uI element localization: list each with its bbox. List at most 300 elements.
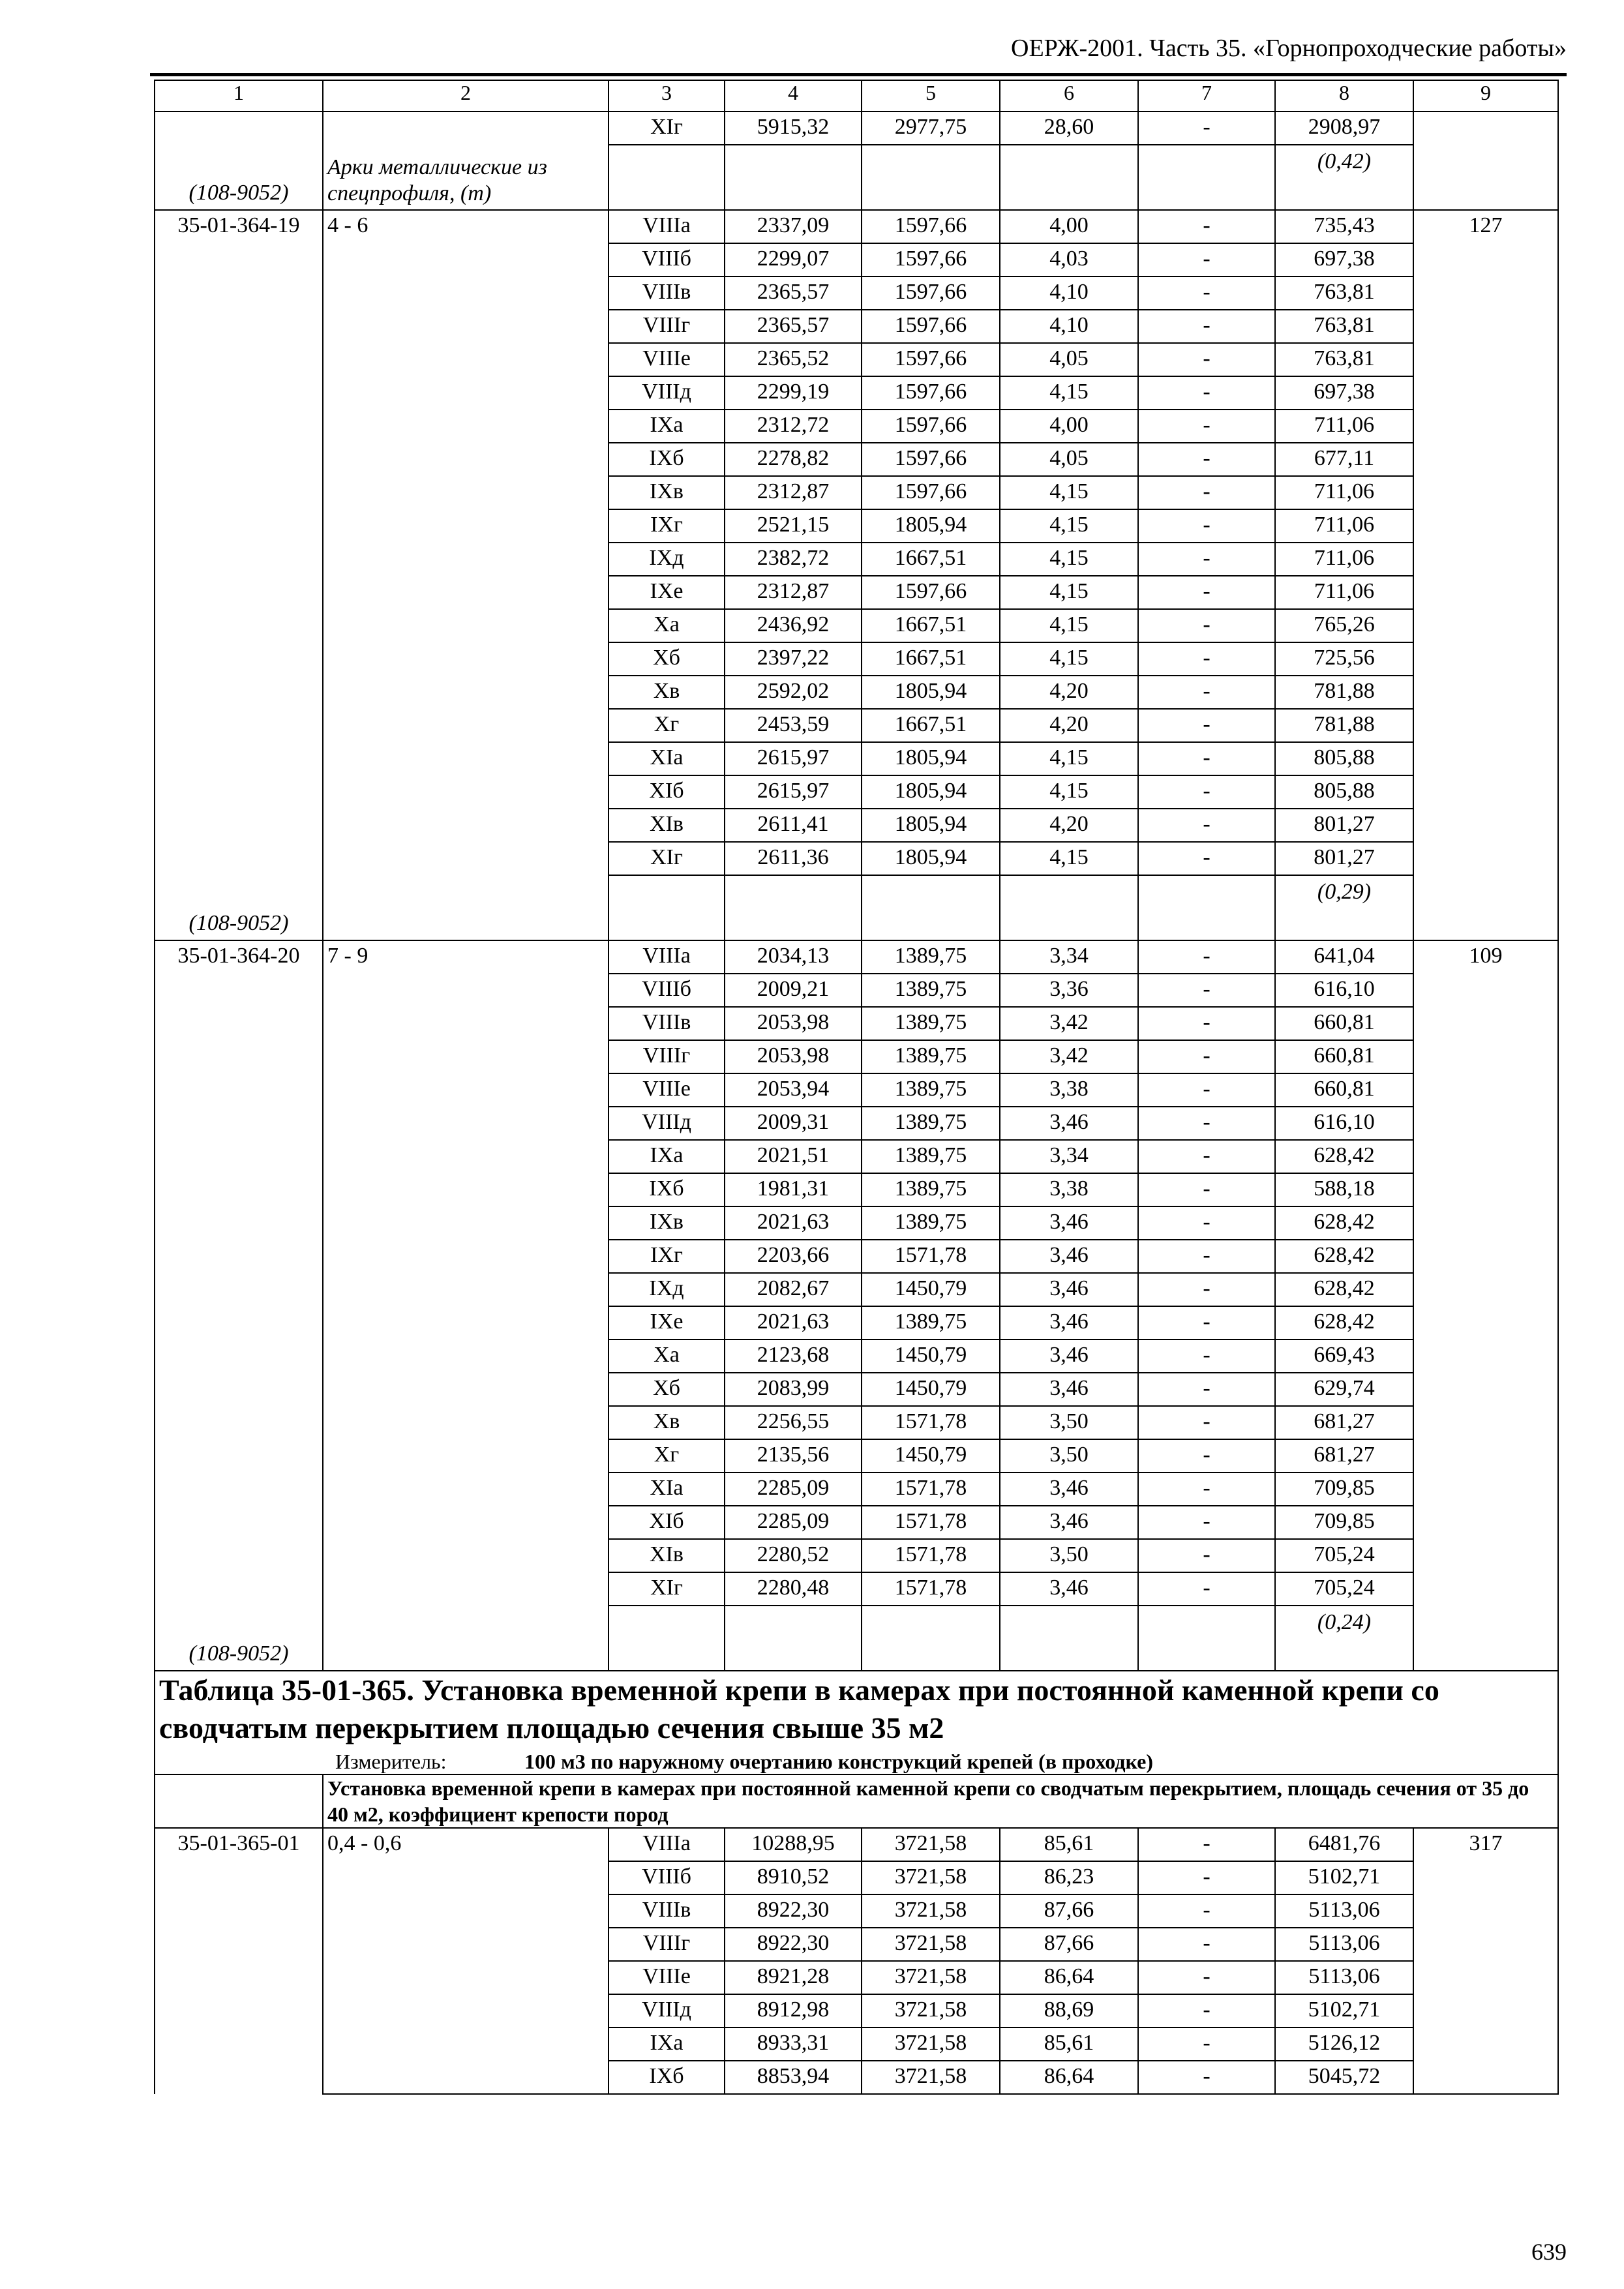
cost-value: 3,50 xyxy=(1000,1439,1138,1473)
cost-value: 3,46 xyxy=(1000,1473,1138,1506)
norm-code: 35-01-365-01 xyxy=(155,1828,323,2094)
table-row xyxy=(155,1828,1558,1861)
cost-value: 2397,22 xyxy=(725,642,862,676)
cost-value: - xyxy=(1138,809,1275,842)
cost-value: 2280,52 xyxy=(725,1539,862,1572)
cost-value: 5113,06 xyxy=(1275,1894,1413,1928)
cost-value: 3721,58 xyxy=(862,1961,1000,1994)
cost-value: 3721,58 xyxy=(862,2061,1000,2094)
rock-group: IXе xyxy=(609,1306,725,1339)
rock-group: Xб xyxy=(609,1373,725,1406)
resource-value xyxy=(1275,145,1413,210)
empty-cell xyxy=(1000,1606,1138,1671)
cost-value: - xyxy=(1138,940,1275,974)
cost-value: 628,42 xyxy=(1275,1140,1413,1173)
column-number: 6 xyxy=(1000,80,1138,112)
empty-cell xyxy=(862,1606,1000,1671)
cost-value: 2285,09 xyxy=(725,1506,862,1539)
cost-value: 1389,75 xyxy=(862,1140,1000,1173)
cost-value: 616,10 xyxy=(1275,1107,1413,1140)
norm-parameter-cell xyxy=(323,112,609,210)
cost-value: 1450,79 xyxy=(862,1339,1000,1373)
cost-value: 2312,87 xyxy=(725,476,862,509)
cost-value: 1597,66 xyxy=(862,476,1000,509)
cost-value: 616,10 xyxy=(1275,974,1413,1007)
cost-value: 711,06 xyxy=(1275,410,1413,443)
cost-value: 735,43 xyxy=(1275,210,1413,243)
cost-value: 5102,71 xyxy=(1275,1861,1413,1894)
rock-group: VIIIв xyxy=(609,1007,725,1040)
cost-value: 3,42 xyxy=(1000,1040,1138,1073)
rock-group: VIIIа xyxy=(609,210,725,243)
cost-value: 8853,94 xyxy=(725,2061,862,2094)
cost-value: - xyxy=(1138,1273,1275,1306)
cost-value: - xyxy=(1138,1894,1275,1928)
rock-group: IXв xyxy=(609,476,725,509)
rock-group: VIIIе xyxy=(609,1961,725,1994)
cost-value: 1571,78 xyxy=(862,1506,1000,1539)
labor-cost: 317 xyxy=(1413,1828,1558,2094)
table-row xyxy=(155,210,1558,243)
cost-value: - xyxy=(1138,2061,1275,2094)
cost-value: 85,61 xyxy=(1000,1828,1138,1861)
cost-value: 2278,82 xyxy=(725,443,862,476)
cost-value: 805,88 xyxy=(1275,742,1413,775)
cost-value: - xyxy=(1138,1073,1275,1107)
norm-parameter: 0,4 - 0,6 xyxy=(323,1828,609,2094)
cost-value: 1805,94 xyxy=(862,509,1000,543)
cost-value: 2908,97 xyxy=(1275,112,1413,145)
cost-value: 3,38 xyxy=(1000,1073,1138,1107)
cost-value: 2977,75 xyxy=(862,112,1000,145)
cost-value: 86,64 xyxy=(1000,2061,1138,2094)
cost-value: 4,05 xyxy=(1000,443,1138,476)
section-title: Установка временной крепи в камерах при постоянной каменной крепи со сводчатым перекрытием, площадь сечения от 35 до 40 м2, коэффициент крепости пород xyxy=(323,1774,1558,1828)
cost-value: 3,46 xyxy=(1000,1273,1138,1306)
column-number: 3 xyxy=(609,80,725,112)
cost-value: - xyxy=(1138,1373,1275,1406)
cost-value: 3,50 xyxy=(1000,1406,1138,1439)
cost-value: 628,42 xyxy=(1275,1240,1413,1273)
rock-group: XIг xyxy=(609,842,725,875)
rock-group: VIIIб xyxy=(609,243,725,277)
cost-value: 660,81 xyxy=(1275,1040,1413,1073)
empty-cell xyxy=(1000,875,1138,940)
cost-value: - xyxy=(1138,1406,1275,1439)
cost-value: - xyxy=(1138,1140,1275,1173)
cost-value: 4,15 xyxy=(1000,576,1138,609)
cost-value: - xyxy=(1138,775,1275,809)
rock-group: VIIIа xyxy=(609,1828,725,1861)
cost-value: 1667,51 xyxy=(862,642,1000,676)
cost-value: 2365,57 xyxy=(725,277,862,310)
cost-value: 2299,19 xyxy=(725,376,862,410)
cost-value: 1571,78 xyxy=(862,1539,1000,1572)
cost-value: 1571,78 xyxy=(862,1406,1000,1439)
rock-group: IXа xyxy=(609,1140,725,1173)
cost-value: 1389,75 xyxy=(862,940,1000,974)
cost-value: 5915,32 xyxy=(725,112,862,145)
rock-group: XIв xyxy=(609,809,725,842)
rock-group: IXг xyxy=(609,1240,725,1273)
resource-value-text: (0,29) xyxy=(1317,880,1372,904)
cost-value: 2521,15 xyxy=(725,509,862,543)
cost-value: 4,15 xyxy=(1000,476,1138,509)
cost-value: 3721,58 xyxy=(862,2027,1000,2061)
cost-value: 2280,48 xyxy=(725,1572,862,1606)
cost-value: 2365,52 xyxy=(725,343,862,376)
cost-value: 805,88 xyxy=(1275,775,1413,809)
cost-value: - xyxy=(1138,1439,1275,1473)
cost-value: 8922,30 xyxy=(725,1894,862,1928)
cost-value: 3,46 xyxy=(1000,1206,1138,1240)
cost-value: 5113,06 xyxy=(1275,1961,1413,1994)
cost-value: - xyxy=(1138,1473,1275,1506)
cost-value: 2382,72 xyxy=(725,543,862,576)
rock-group: XIб xyxy=(609,775,725,809)
cost-value: 1597,66 xyxy=(862,277,1000,310)
rock-group: Xг xyxy=(609,709,725,742)
empty-cell xyxy=(862,145,1000,210)
cost-value: 3,34 xyxy=(1000,1140,1138,1173)
cost-value: 1597,66 xyxy=(862,376,1000,410)
cost-value: - xyxy=(1138,842,1275,875)
cost-value: 2083,99 xyxy=(725,1373,862,1406)
resource-code: (108-9052) xyxy=(155,145,323,210)
cost-value: 1597,66 xyxy=(862,310,1000,343)
labor-cost: 109 xyxy=(1413,940,1558,1671)
cost-value: 1805,94 xyxy=(862,775,1000,809)
cost-value: 1597,66 xyxy=(862,243,1000,277)
cost-value: 2021,63 xyxy=(725,1306,862,1339)
cost-value: 5126,12 xyxy=(1275,2027,1413,2061)
table-title: Таблица 35-01-365. Установка временной крепи в камерах при постоянной каменной крепи со сводчатым перекрытием площадью сечения свыше 35 м2 xyxy=(159,1673,1439,1744)
rock-group: XIг xyxy=(609,112,725,145)
cost-value: 2256,55 xyxy=(725,1406,862,1439)
running-header: ОЕРЖ-2001. Часть 35. «Горнопроходческие работы» xyxy=(1011,35,1567,62)
cost-value: 2285,09 xyxy=(725,1473,862,1506)
cost-value: 4,15 xyxy=(1000,509,1138,543)
column-number: 9 xyxy=(1413,80,1558,112)
cost-value: 697,38 xyxy=(1275,376,1413,410)
meter-label: Измеритель: xyxy=(335,1750,447,1773)
cost-value: 1597,66 xyxy=(862,343,1000,376)
rock-group: Xг xyxy=(609,1439,725,1473)
cost-value: 6481,76 xyxy=(1275,1828,1413,1861)
cost-value: 2021,51 xyxy=(725,1140,862,1173)
cost-value: 2082,67 xyxy=(725,1273,862,1306)
rock-group: VIIIд xyxy=(609,1107,725,1140)
cost-value: - xyxy=(1138,1994,1275,2027)
cost-value: 3,46 xyxy=(1000,1506,1138,1539)
cost-value: 1389,75 xyxy=(862,974,1000,1007)
cost-value: 1389,75 xyxy=(862,1007,1000,1040)
rock-group: XIг xyxy=(609,1572,725,1606)
cost-value: - xyxy=(1138,310,1275,343)
cost-value: 1450,79 xyxy=(862,1373,1000,1406)
cost-value: 2436,92 xyxy=(725,609,862,642)
rock-group: VIIIа xyxy=(609,940,725,974)
cost-value: 2453,59 xyxy=(725,709,862,742)
rock-group: VIIIе xyxy=(609,343,725,376)
cost-value: 1805,94 xyxy=(862,742,1000,775)
cost-value: 1389,75 xyxy=(862,1306,1000,1339)
cost-value: 3,36 xyxy=(1000,974,1138,1007)
meter-value: 100 м3 по наружному очертанию конструкций крепей (в проходке) xyxy=(524,1750,1154,1773)
cost-value: 725,56 xyxy=(1275,642,1413,676)
cost-value: 1450,79 xyxy=(862,1439,1000,1473)
cost-value: 3721,58 xyxy=(862,1828,1000,1861)
cost-value: 1571,78 xyxy=(862,1572,1000,1606)
cost-value: 1597,66 xyxy=(862,410,1000,443)
rock-group: IXа xyxy=(609,410,725,443)
cost-value: 1571,78 xyxy=(862,1473,1000,1506)
rock-group: XIа xyxy=(609,742,725,775)
cost-value: 1667,51 xyxy=(862,543,1000,576)
cost-value: 1981,31 xyxy=(725,1173,862,1206)
cost-value: 5102,71 xyxy=(1275,1994,1413,2027)
cost-value: - xyxy=(1138,1572,1275,1606)
cost-value: 4,00 xyxy=(1000,210,1138,243)
cost-value: - xyxy=(1138,210,1275,243)
cost-value: - xyxy=(1138,2027,1275,2061)
rock-group: VIIIд xyxy=(609,376,725,410)
rock-group: XIа xyxy=(609,1473,725,1506)
cost-value: - xyxy=(1138,676,1275,709)
cost-value: 2053,98 xyxy=(725,1040,862,1073)
column-number-row xyxy=(155,80,1558,112)
cost-value: 781,88 xyxy=(1275,709,1413,742)
cost-value: 681,27 xyxy=(1275,1406,1413,1439)
column-number: 4 xyxy=(725,80,862,112)
cost-value: 2615,97 xyxy=(725,775,862,809)
cost-value: 1597,66 xyxy=(862,576,1000,609)
cost-value: 8922,30 xyxy=(725,1928,862,1961)
cost-value: 4,20 xyxy=(1000,709,1138,742)
cost-value: 8910,52 xyxy=(725,1861,862,1894)
header-rule xyxy=(150,73,1567,76)
cost-value: 711,06 xyxy=(1275,543,1413,576)
cost-value: 3,46 xyxy=(1000,1306,1138,1339)
cost-value: 765,26 xyxy=(1275,609,1413,642)
labor-cost xyxy=(1413,112,1558,210)
cost-value: 8933,31 xyxy=(725,2027,862,2061)
cost-value: 4,00 xyxy=(1000,410,1138,443)
empty-cell xyxy=(1138,875,1275,940)
cost-value: 2135,56 xyxy=(725,1439,862,1473)
cost-value: 4,10 xyxy=(1000,277,1138,310)
cost-value: 1597,66 xyxy=(862,210,1000,243)
rock-group: IXб xyxy=(609,2061,725,2094)
empty-cell xyxy=(1138,145,1275,210)
cost-value: 2312,72 xyxy=(725,410,862,443)
cost-value: 3721,58 xyxy=(862,1994,1000,2027)
cost-value: - xyxy=(1138,742,1275,775)
resource-code: (108-9052) xyxy=(155,875,323,940)
table-row xyxy=(155,112,1558,145)
cost-value: 801,27 xyxy=(1275,809,1413,842)
rock-group: VIIIв xyxy=(609,1894,725,1928)
cost-value: 28,60 xyxy=(1000,112,1138,145)
cost-value: - xyxy=(1138,1173,1275,1206)
cost-value: 5113,06 xyxy=(1275,1928,1413,1961)
empty-cell xyxy=(1138,1606,1275,1671)
rock-group: VIIIв xyxy=(609,277,725,310)
rock-group: XIв xyxy=(609,1539,725,1572)
empty-cell xyxy=(609,1606,725,1671)
meter-line xyxy=(159,1750,1554,1774)
cost-value: 3,46 xyxy=(1000,1373,1138,1406)
cost-value: 4,20 xyxy=(1000,676,1138,709)
cost-value: - xyxy=(1138,709,1275,742)
cost-value: 711,06 xyxy=(1275,576,1413,609)
rock-group: XIб xyxy=(609,1506,725,1539)
cost-value: 763,81 xyxy=(1275,310,1413,343)
cost-value: 669,43 xyxy=(1275,1339,1413,1373)
norm-code: 35-01-364-20 xyxy=(155,940,323,1606)
cost-value: 2615,97 xyxy=(725,742,862,775)
cost-value: 3,42 xyxy=(1000,1007,1138,1040)
rock-group: VIIIг xyxy=(609,1928,725,1961)
norm-parameter: 7 - 9 xyxy=(323,940,609,1671)
cost-value: 801,27 xyxy=(1275,842,1413,875)
cost-value: 87,66 xyxy=(1000,1928,1138,1961)
column-number: 8 xyxy=(1275,80,1413,112)
empty-cell xyxy=(725,145,862,210)
column-number: 7 xyxy=(1138,80,1275,112)
cost-value: - xyxy=(1138,1306,1275,1339)
cost-value: 781,88 xyxy=(1275,676,1413,709)
cost-value: 1389,75 xyxy=(862,1040,1000,1073)
rock-group: IXг xyxy=(609,509,725,543)
cost-value: - xyxy=(1138,1928,1275,1961)
cost-value: 4,15 xyxy=(1000,775,1138,809)
cost-value: 629,74 xyxy=(1275,1373,1413,1406)
empty-cell xyxy=(725,875,862,940)
cost-value: - xyxy=(1138,410,1275,443)
cost-value: 2611,41 xyxy=(725,809,862,842)
cost-value: 88,69 xyxy=(1000,1994,1138,2027)
cost-value: - xyxy=(1138,443,1275,476)
cost-value: 1667,51 xyxy=(862,709,1000,742)
column-number: 2 xyxy=(323,80,609,112)
cost-value: - xyxy=(1138,609,1275,642)
cost-value: - xyxy=(1138,1206,1275,1240)
norms-table xyxy=(154,80,1559,2095)
cost-value: 3,46 xyxy=(1000,1339,1138,1373)
rock-group: Xа xyxy=(609,609,725,642)
empty-cell xyxy=(1000,145,1138,210)
cost-value: - xyxy=(1138,576,1275,609)
rock-group: VIIIб xyxy=(609,974,725,1007)
cost-value: 705,24 xyxy=(1275,1539,1413,1572)
rock-group: IXв xyxy=(609,1206,725,1240)
cost-value: - xyxy=(1138,1107,1275,1140)
cost-value: - xyxy=(1138,509,1275,543)
cost-value: - xyxy=(1138,1861,1275,1894)
cost-value: 2123,68 xyxy=(725,1339,862,1373)
section-empty-cell xyxy=(155,1774,323,1828)
column-number: 5 xyxy=(862,80,1000,112)
cost-value: 4,20 xyxy=(1000,809,1138,842)
cost-value: 2203,66 xyxy=(725,1240,862,1273)
cost-value: - xyxy=(1138,376,1275,410)
empty-cell xyxy=(725,1606,862,1671)
norm-code: 35-01-364-19 xyxy=(155,210,323,875)
cost-value: - xyxy=(1138,642,1275,676)
cost-value: 628,42 xyxy=(1275,1306,1413,1339)
cost-value: 4,15 xyxy=(1000,842,1138,875)
cost-value: 1805,94 xyxy=(862,842,1000,875)
cost-value: 1389,75 xyxy=(862,1073,1000,1107)
cost-value: 4,03 xyxy=(1000,243,1138,277)
rock-group: VIIIд xyxy=(609,1994,725,2027)
cost-value: 2053,94 xyxy=(725,1073,862,1107)
cost-value: 4,15 xyxy=(1000,376,1138,410)
cost-value: - xyxy=(1138,1339,1275,1373)
cost-value: 2053,98 xyxy=(725,1007,862,1040)
rock-group: Xв xyxy=(609,1406,725,1439)
cost-value: 660,81 xyxy=(1275,1007,1413,1040)
resource-name: Арки металлические из спецпрофиля, (т) xyxy=(327,155,547,205)
cost-value: - xyxy=(1138,243,1275,277)
rock-group: Xв xyxy=(609,676,725,709)
rock-group: IXе xyxy=(609,576,725,609)
rock-group: VIIIе xyxy=(609,1073,725,1107)
cost-value: 711,06 xyxy=(1275,476,1413,509)
cost-value: 1450,79 xyxy=(862,1273,1000,1306)
empty-cell xyxy=(609,875,725,940)
section-row xyxy=(155,1774,1558,1828)
cost-value: 628,42 xyxy=(1275,1273,1413,1306)
cost-value: 4,10 xyxy=(1000,310,1138,343)
cost-value: 1389,75 xyxy=(862,1173,1000,1206)
cost-value: 87,66 xyxy=(1000,1894,1138,1928)
norm-code-cell xyxy=(155,112,323,145)
cost-value: - xyxy=(1138,476,1275,509)
rock-group: IXб xyxy=(609,443,725,476)
cost-value: 1597,66 xyxy=(862,443,1000,476)
cost-value: 641,04 xyxy=(1275,940,1413,974)
norm-parameter: 4 - 6 xyxy=(323,210,609,940)
cost-value: 2611,36 xyxy=(725,842,862,875)
table-title-cell xyxy=(155,1671,1558,1774)
cost-value: 705,24 xyxy=(1275,1572,1413,1606)
cost-value: - xyxy=(1138,1961,1275,1994)
table-title-row xyxy=(155,1671,1558,1774)
cost-value: 588,18 xyxy=(1275,1173,1413,1206)
resource-value xyxy=(1275,1606,1413,1671)
cost-value: 4,15 xyxy=(1000,543,1138,576)
cost-value: 2337,09 xyxy=(725,210,862,243)
cost-value: 763,81 xyxy=(1275,343,1413,376)
cost-value: - xyxy=(1138,974,1275,1007)
table-row xyxy=(155,940,1558,974)
cost-value: - xyxy=(1138,343,1275,376)
cost-value: 3,34 xyxy=(1000,940,1138,974)
rock-group: IXб xyxy=(609,1173,725,1206)
cost-value: 1389,75 xyxy=(862,1107,1000,1140)
cost-value: 709,85 xyxy=(1275,1473,1413,1506)
cost-value: - xyxy=(1138,1506,1275,1539)
cost-value: 711,06 xyxy=(1275,509,1413,543)
cost-value: 3,46 xyxy=(1000,1107,1138,1140)
empty-cell xyxy=(862,875,1000,940)
cost-value: 2034,13 xyxy=(725,940,862,974)
cost-value: 4,15 xyxy=(1000,642,1138,676)
cost-value: 85,61 xyxy=(1000,2027,1138,2061)
cost-value: 3,46 xyxy=(1000,1572,1138,1606)
